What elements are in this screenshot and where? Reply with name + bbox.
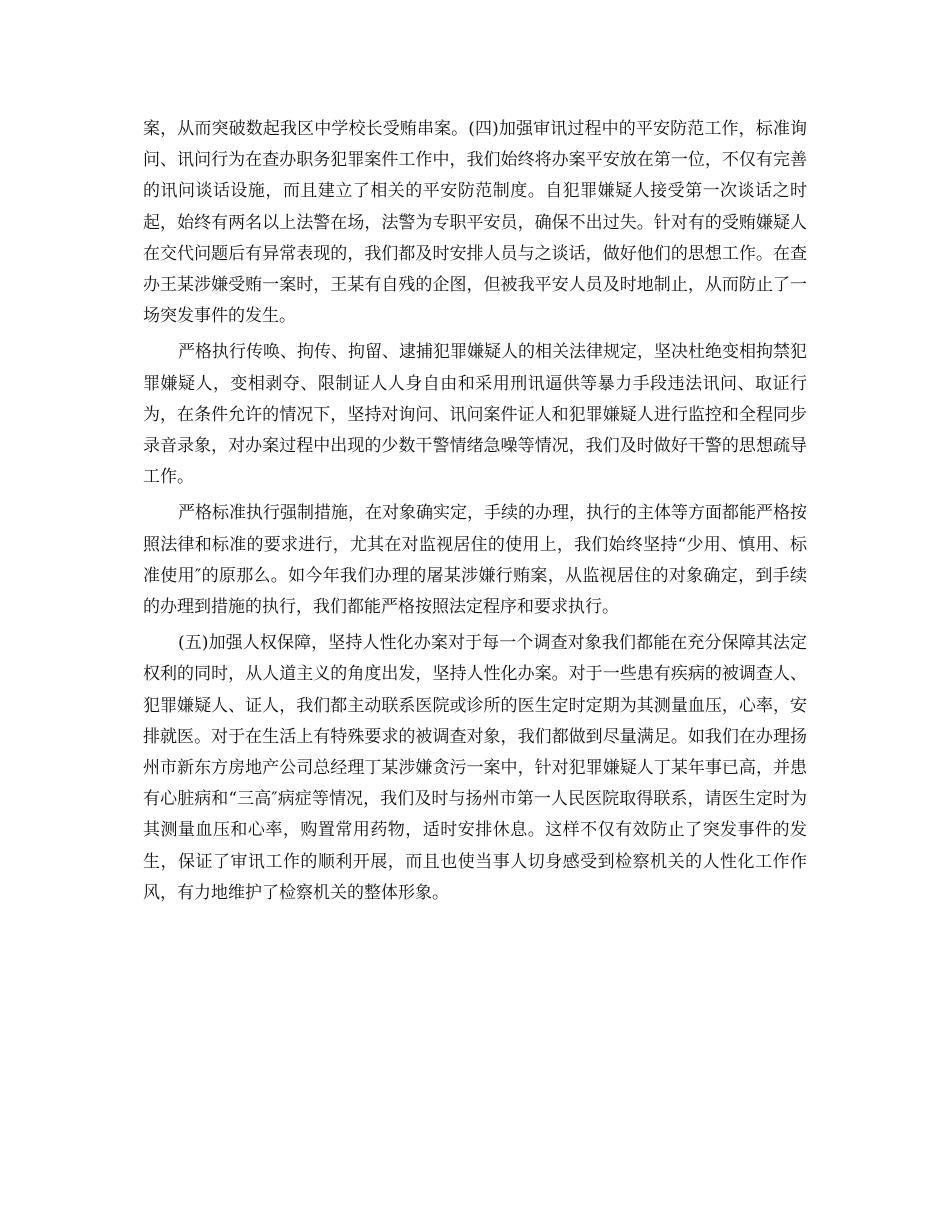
paragraph-1: 案，从而突破数起我区中学校长受贿串案。(四)加强审讯过程中的平安防范工作，标准询问、讯问行为在查办职务犯罪案件工作中，我们始终将办案平安放在第一位，不仅有完善的讯问谈话设施，而且建立了相关的平安防范制度。自犯罪嫌疑人接受第一次谈话之时起，始终有两名以上法警在场，法警为专职平安员，确保不出过失。针对有的受贿嫌疑人在交代问题后有异常表现的，我们都及时安排人员与之谈话，做好他们的思想工作。在查办王某涉嫌受贿一案时，王某有自残的企图，但被我平安人员及时地制止，从而防止了一场突发事件的发生。 [143,119,807,327]
paragraph-3: 严格标准执行强制措施，在对象确实定，手续的办理，执行的主体等方面都能严格按照法律和标准的要求进行，尤其在对监视居住的使用上，我们始终坚持“少用、慎用、标准使用″的原那么。如今年我们办理的屠某涉嫌行贿案，从监视居住的对象确定，到手续的办理到措施的执行，我们都能严格按照法定程序和要求执行。 [143,503,807,618]
paragraph-2: 严格执行传唤、拘传、拘留、逮捕犯罪嫌疑人的相关法律规定，坚决杜绝变相拘禁犯罪嫌疑人，变相剥夺、限制证人人身自由和采用刑讯逼供等暴力手段违法讯问、取证行为，在条件允许的情况下，坚持对询问、讯问案件证人和犯罪嫌疑人进行监控和全程同步录音录象，对办案过程中出现的少数干警情绪急噪等情况，我们及时做好干警的思想疏导工作。 [143,342,807,488]
document-body [143,114,807,914]
paragraph-4: (五)加强人权保障，坚持人性化办案对于每一个调查对象我们都能在充分保障其法定权利的同时，从人道主义的角度出发，坚持人性化办案。对于一些患有疾病的被调查人、犯罪嫌疑人、证人，我们都主动联系医院或诊所的医生定时定期为其测量血压，心率，安排就医。对于在生活上有特殊要求的被调查对象，我们都做到尽量满足。如我们在办理扬州市新东方房地产公司总经理丁某涉嫌贪污一案中，针对犯罪嫌疑人丁某年事已高，并患有心脏病和“三高″病症等情况，我们及时与扬州市第一人民医院取得联系，请医生定时为其测量血压和心率，购置常用药物，适时安排休息。这样不仅有效防止了突发事件的发生，保证了审讯工作的顺利开展，而且也使当事人切身感受到检察机关的人性化工作作风，有力地维护了检察机关的整体形象。 [143,633,807,903]
